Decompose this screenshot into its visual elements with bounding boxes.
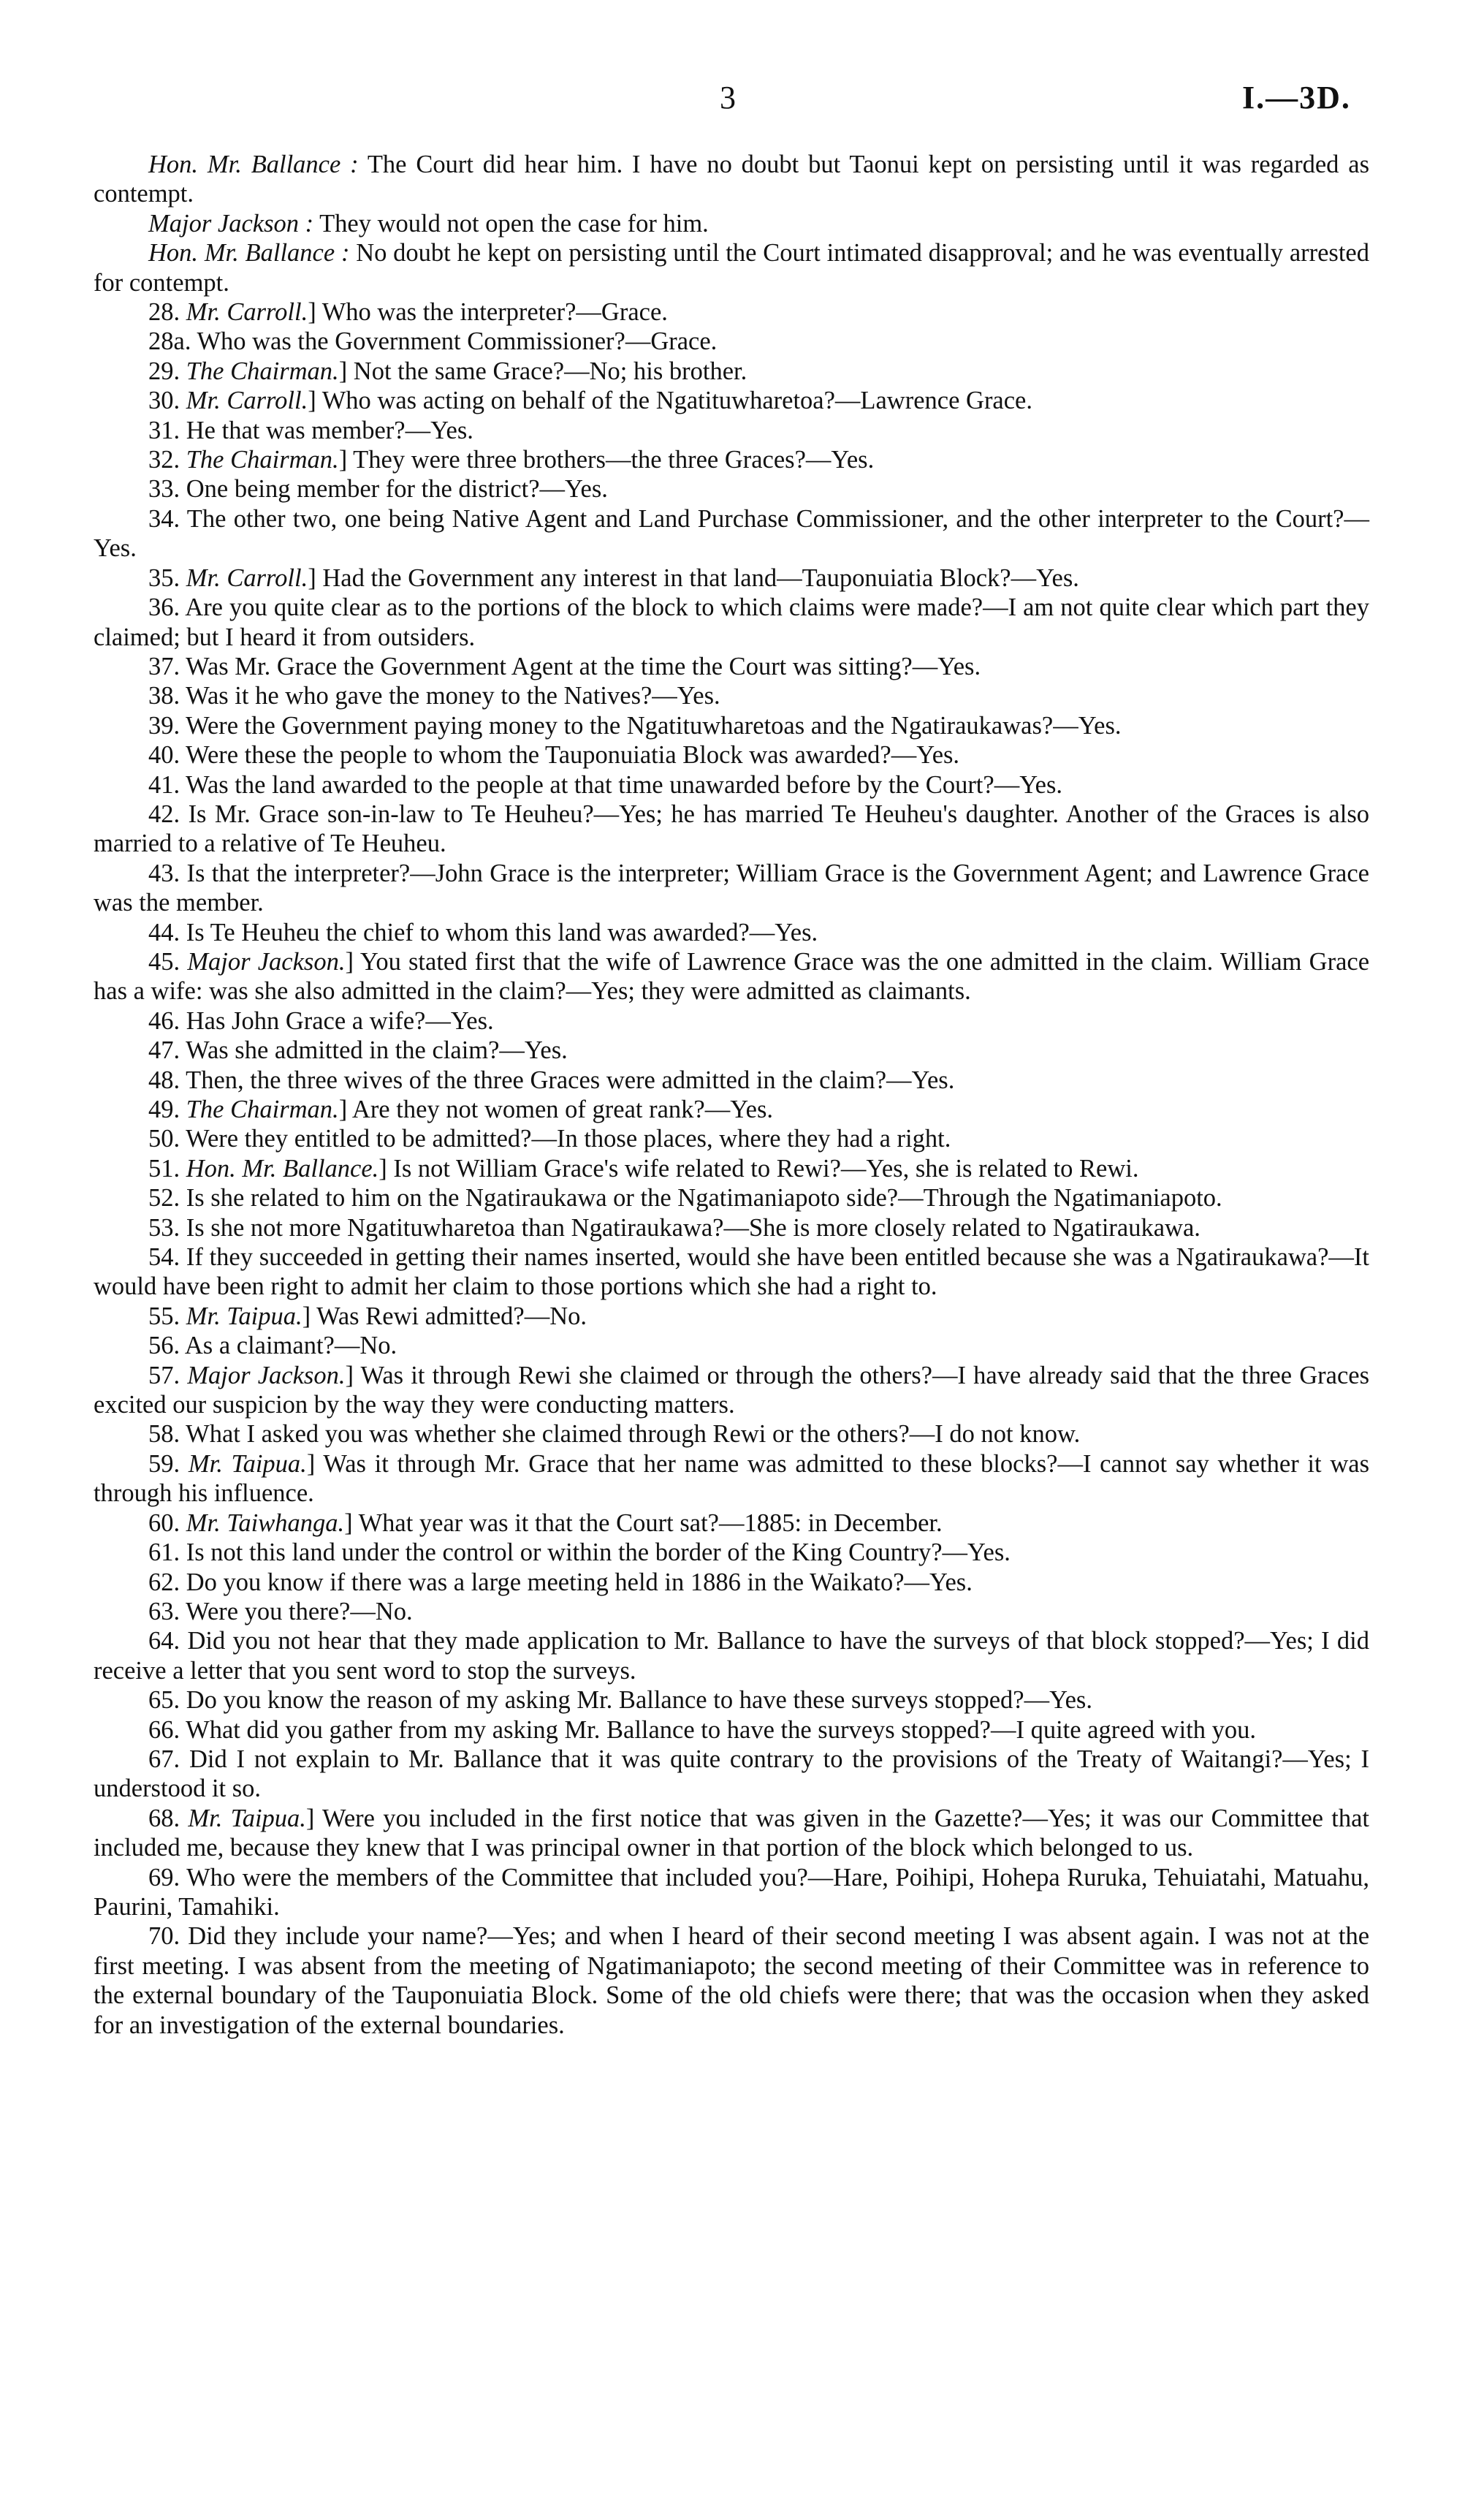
question-number: 53. — [148, 1213, 186, 1242]
paragraph-text: Do you know the reason of my asking Mr. Ballance to have these surveys stopped?—Yes. — [186, 1686, 1092, 1715]
paragraph-text: ] Was Rewi admitted?—No. — [302, 1302, 587, 1330]
question-number: 33. — [148, 475, 186, 504]
paragraph — [94, 1921, 1369, 2040]
paragraph — [94, 652, 1369, 681]
speaker-name: Mr. Taipua. — [186, 1302, 302, 1330]
question-number: 56. — [148, 1332, 185, 1360]
paragraph — [94, 416, 1369, 445]
paragraph-text: ] Were you included in the first notice that was given in the Gazette?—Yes; it was our Committee that included me, because they knew that I was principal owner in that portion of the block which belonged to us. — [94, 1804, 1370, 1862]
paragraph-text: Was the land awarded to the people at that time unawarded before by the Court?—Yes. — [186, 770, 1063, 799]
paragraph — [94, 918, 1369, 947]
paragraph-text: He that was member?—Yes. — [186, 416, 473, 444]
speaker-name: Major Jackson : — [148, 209, 314, 238]
paragraph — [94, 1509, 1369, 1538]
paragraph-text: The other two, one being Native Agent and Land Purchase Commissioner, and the other interpreter to the Court?—Yes. — [94, 504, 1369, 563]
paragraph-text: ] You stated first that the wife of Lawrence Grace was the one admitted in the claim. William Grace has a wife: was she also admitted in the claim?—Yes; they were admitted as claimants. — [94, 947, 1370, 1006]
paragraph — [94, 770, 1369, 800]
paragraph — [94, 445, 1369, 474]
question-number: 40. — [148, 741, 186, 770]
question-number: 66. — [148, 1715, 186, 1744]
paragraph — [94, 1331, 1369, 1360]
paragraph-text: Did they include your name?—Yes; and when I heard of their second meeting I was absent again. I was not at the first meeting. I was absent from the meeting of Ngatimaniapoto; the second meeting of their Committee was in reference to the external boundary of the Tauponuiatia Block. Some of the old chiefs were there; that was the occasion when they asked for an investigation of the external boundaries. — [94, 1922, 1370, 2039]
question-number: 59. — [148, 1449, 189, 1478]
paragraph — [94, 327, 1369, 356]
question-number: 34. — [148, 504, 187, 533]
question-number: 55. — [148, 1302, 186, 1330]
question-number: 42. — [148, 800, 189, 828]
paragraph-text: ] What year was it that the Court sat?—1885: in December. — [344, 1509, 943, 1537]
paragraph-text: Were these the people to whom the Tauponuiatia Block was awarded?—Yes. — [186, 741, 960, 770]
paragraph-text: Did I not explain to Mr. Ballance that it was quite contrary to the provisions of the Treaty of Waitangi?—Yes; I understood it so. — [94, 1745, 1370, 1803]
question-number: 60. — [148, 1509, 186, 1537]
question-number: 65. — [148, 1686, 186, 1715]
paragraph-text: Are you quite clear as to the portions of the block to which claims were made?—I am not quite clear which part they claimed; but I heard it from outsiders. — [94, 593, 1369, 651]
paragraph-text: Who were the members of the Committee that included you?—Hare, Poihipi, Hohepa Ruruka, Tehuiatahi, Matuahu, Paurini, Tamahiki. — [94, 1863, 1369, 1921]
paragraph — [94, 150, 1369, 209]
paragraph — [94, 238, 1369, 297]
paragraph — [94, 859, 1369, 918]
paragraph-text: ] Not the same Grace?—No; his brother. — [338, 357, 747, 385]
question-number: 57. — [148, 1361, 188, 1389]
paragraph — [94, 1715, 1369, 1745]
paragraph — [94, 1095, 1369, 1124]
question-number: 68. — [148, 1804, 189, 1832]
question-number: 38. — [148, 682, 186, 710]
paragraph-text: What did you gather from my asking Mr. Ballance to have the surveys stopped?—I quite agreed with you. — [186, 1715, 1257, 1744]
question-number: 31. — [148, 416, 186, 444]
paragraph — [94, 474, 1369, 504]
paragraph — [94, 800, 1369, 859]
paragraph-text: Is not this land under the control or within the border of the King Country?—Yes. — [186, 1538, 1011, 1567]
question-number: 46. — [148, 1006, 186, 1035]
question-number: 43. — [148, 859, 187, 887]
speaker-name: Mr. Carroll. — [186, 298, 308, 327]
paragraph — [94, 1242, 1369, 1302]
paragraph-text: Then, the three wives of the three Graces were admitted in the claim?—Yes. — [186, 1066, 955, 1094]
paragraph — [94, 1685, 1369, 1715]
paragraph — [94, 1006, 1369, 1036]
speaker-name: Mr. Taipua. — [188, 1449, 307, 1478]
question-number: 64. — [148, 1627, 188, 1655]
paragraph-text: ] Who was the interpreter?—Grace. — [308, 298, 668, 327]
question-number: 54. — [148, 1243, 186, 1272]
paragraph-text: Were the Government paying money to the Ngatituwharetoas and the Ngatiraukawas?—Yes. — [186, 711, 1122, 740]
question-number: 36. — [148, 593, 186, 622]
paragraph-text: Has John Grace a wife?—Yes. — [186, 1006, 494, 1035]
paragraph — [94, 504, 1369, 564]
question-number: 39. — [148, 711, 186, 740]
paragraph — [94, 297, 1369, 327]
paragraph — [94, 1419, 1369, 1449]
speaker-name: Major Jackson. — [187, 1361, 346, 1389]
speaker-name: Major Jackson. — [187, 947, 346, 976]
paragraph-text: Was Mr. Grace the Government Agent at the time the Court was sitting?—Yes. — [186, 652, 981, 680]
question-number: 63. — [148, 1597, 186, 1625]
paragraph — [94, 1568, 1369, 1597]
paragraph-text: As a claimant?—No. — [184, 1332, 397, 1360]
paragraph-text: Did you not hear that they made application to Mr. Ballance to have the surveys of that block stopped?—Yes; I did receive a letter that you sent word to stop the surveys. — [94, 1627, 1370, 1685]
paragraph-text: No doubt he kept on persisting until the Court intimated disapproval; and he was eventually arrested for contempt. — [94, 239, 1369, 297]
paragraph — [94, 386, 1369, 415]
speaker-name: Mr. Taiwhanga. — [186, 1509, 345, 1537]
paragraph — [94, 593, 1369, 652]
paragraph-text: Is Te Heuheu the chief to whom this land was awarded?—Yes. — [186, 918, 818, 946]
paragraph-text: If they succeeded in getting their names inserted, would she have been entitled because she was a Ngatiraukawa?—It would have been right to admit her claim to those portions which she had a right to. — [94, 1243, 1369, 1301]
question-number: 30. — [148, 387, 186, 415]
paragraph — [94, 1538, 1369, 1567]
paragraph-text: ] Is not William Grace's wife related to Rewi?—Yes, she is related to Rewi. — [378, 1154, 1139, 1183]
paragraph-text: Was she admitted in the claim?—Yes. — [186, 1036, 568, 1065]
paragraph — [94, 740, 1369, 770]
paragraph — [94, 681, 1369, 710]
paragraph — [94, 1036, 1369, 1065]
speaker-name: Hon. Mr. Ballance : — [148, 151, 359, 178]
question-number: 67. — [148, 1745, 189, 1773]
paragraph — [94, 1302, 1369, 1331]
paragraph — [94, 357, 1369, 386]
paragraph — [94, 1863, 1369, 1922]
speaker-name: Hon. Mr. Ballance : — [148, 239, 350, 267]
question-number: 47. — [148, 1036, 186, 1065]
paragraph-text: ] They were three brothers—the three Graces?—Yes. — [338, 446, 875, 474]
paragraph-text: They would not open the case for him. — [313, 209, 709, 238]
question-number: 32. — [148, 446, 186, 474]
paragraph-text: ] Was it through Rewi she claimed or through the others?—I have already said that the three Graces excited our suspicion by the way they were conducting matters. — [94, 1361, 1370, 1419]
document-reference: I.—3D. — [1242, 80, 1351, 115]
question-number: 28. — [148, 298, 186, 327]
paragraph — [94, 209, 1369, 238]
paragraph-text: What I asked you was whether she claimed through Rewi or the others?—I do not know. — [186, 1420, 1081, 1449]
paragraph — [94, 564, 1369, 593]
question-number: 29. — [148, 357, 186, 385]
question-number: 35. — [148, 564, 186, 592]
question-number: 69. — [148, 1863, 187, 1891]
question-number: 48. — [148, 1066, 186, 1094]
question-number: 52. — [148, 1184, 186, 1213]
paragraph — [94, 1449, 1369, 1509]
speaker-name: Mr. Carroll. — [186, 387, 308, 415]
paragraph-text: ] Are they not women of great rank?—Yes. — [338, 1096, 774, 1123]
question-number: 70. — [148, 1922, 189, 1951]
paragraph — [94, 711, 1369, 740]
speaker-name: Hon. Mr. Ballance. — [186, 1154, 379, 1183]
paragraph-text: ] Was it through Mr. Grace that her name was admitted to these blocks?—I cannot say whether it was through his influence. — [94, 1449, 1369, 1508]
paragraph — [94, 1124, 1369, 1153]
paragraph-text: ] Had the Government any interest in that land—Tauponuiatia Block?—Yes. — [308, 564, 1079, 592]
speaker-name: The Chairman. — [186, 446, 339, 474]
paragraph — [94, 1745, 1369, 1804]
paragraph — [94, 1804, 1369, 1863]
paragraph-text: Is she not more Ngatituwharetoa than Ngatiraukawa?—She is more closely related to Ngatiraukawa. — [186, 1213, 1200, 1242]
paragraph — [94, 947, 1369, 1006]
paragraph — [94, 1183, 1369, 1213]
paragraph — [94, 1361, 1369, 1420]
paragraph-text: Is that the interpreter?—John Grace is the interpreter; William Grace is the Government Agent; and Lawrence Grace was the member. — [94, 859, 1369, 917]
paragraph — [94, 1066, 1369, 1095]
paragraph-text: One being member for the district?—Yes. — [186, 475, 608, 504]
question-number: 61. — [148, 1538, 186, 1567]
paragraph-text: ] Who was acting on behalf of the Ngatituwharetoa?—Lawrence Grace. — [308, 387, 1032, 415]
question-number: 44. — [148, 918, 186, 946]
paragraph-text: Were they entitled to be admitted?—In those places, where they had a right. — [186, 1125, 951, 1153]
question-number: 62. — [148, 1568, 186, 1596]
page-header — [0, 79, 1484, 123]
paragraph-text: Is she related to him on the Ngatiraukawa or the Ngatimaniapoto side?—Through the Ngatimaniapoto. — [186, 1184, 1222, 1213]
paragraph-text: The Court did hear him. I have no doubt but Taonui kept on persisting until it was regarded as contempt. — [94, 151, 1369, 208]
question-number: 28a. — [148, 327, 197, 356]
question-number: 50. — [148, 1125, 186, 1153]
paragraph-text: Who was the Government Commissioner?—Grace. — [197, 327, 718, 356]
speaker-name: Mr. Taipua. — [188, 1804, 306, 1832]
paragraph-text: Were you there?—No. — [186, 1597, 413, 1625]
question-number: 51. — [148, 1154, 186, 1183]
body-text — [94, 150, 1369, 2040]
paragraph — [94, 1597, 1369, 1626]
question-number: 37. — [148, 652, 186, 680]
question-number: 58. — [148, 1420, 186, 1449]
paragraph — [94, 1213, 1369, 1242]
speaker-name: The Chairman. — [186, 1096, 339, 1123]
page-number: 3 — [720, 80, 736, 115]
question-number: 49. — [148, 1096, 186, 1123]
question-number: 45. — [148, 947, 188, 976]
paragraph-text: Is Mr. Grace son-in-law to Te Heuheu?—Yes; he has married Te Heuheu's daughter. Another of the Graces is also married to a relative of Te Heuheu. — [94, 800, 1369, 858]
paragraph-text: Was it he who gave the money to the Natives?—Yes. — [186, 682, 720, 710]
question-number: 41. — [148, 770, 186, 799]
paragraph-text: Do you know if there was a large meeting held in 1886 in the Waikato?—Yes. — [186, 1568, 973, 1596]
speaker-name: The Chairman. — [186, 357, 339, 385]
speaker-name: Mr. Carroll. — [186, 564, 308, 592]
paragraph — [94, 1626, 1369, 1685]
paragraph — [94, 1154, 1369, 1183]
